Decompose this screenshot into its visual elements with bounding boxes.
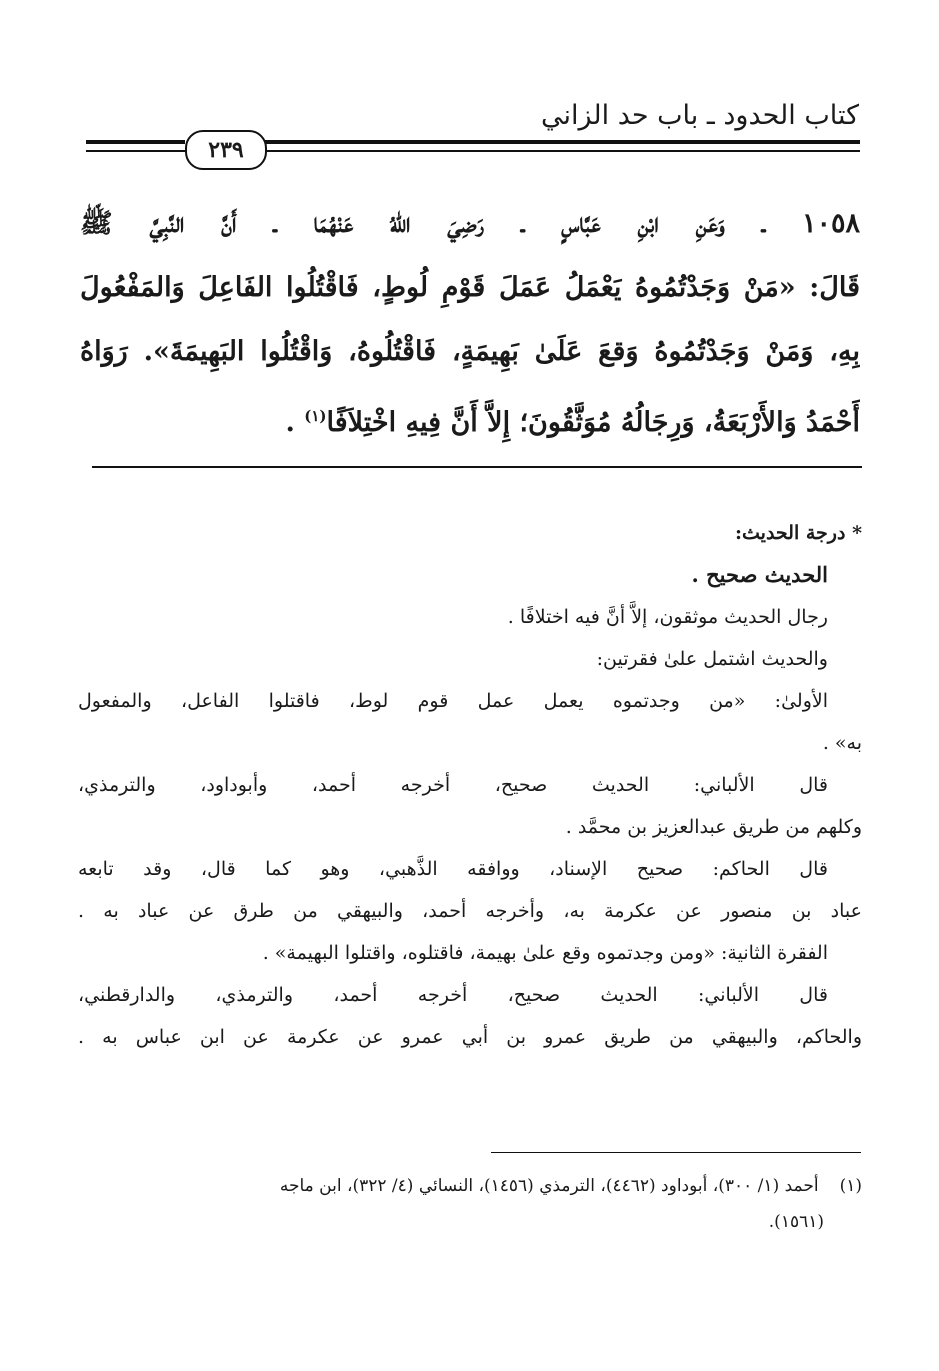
commentary-block bbox=[78, 512, 862, 1058]
footnote-rule bbox=[491, 1152, 861, 1153]
hadith-line bbox=[80, 320, 860, 384]
commentary-line: والحاكم، والبيهقي من طريق عمرو بن أبي عمرو عن عكرمة عن ابن عباس به . bbox=[78, 1026, 862, 1048]
commentary-line: قال الألباني: الحديث صحيح، أخرجه أحمد، والترمذي، والدارقطني، bbox=[78, 984, 828, 1006]
hadith-block bbox=[80, 192, 860, 448]
section-heading bbox=[78, 512, 862, 554]
footnote-line: (١٥٦١). bbox=[768, 1212, 824, 1232]
hadith-line bbox=[80, 192, 860, 256]
commentary-line: وكلهم من طريق عبدالعزيز بن محمَّد . bbox=[565, 816, 862, 838]
commentary-line: والحديث اشتمل علىٰ فقرتين: bbox=[596, 648, 828, 670]
footnote-number: (١) bbox=[839, 1176, 862, 1196]
commentary-line: قال الألباني: الحديث صحيح، أخرجه أحمد، وأبوداود، والترمذي، bbox=[78, 774, 828, 796]
hadith-text: بِهِ، وَمَنْ وَجَدْتُمُوهُ وَقعَ عَلَىٰ بَهِيمَةٍ، فَاقْتُلُوهُ، وَاقْتُلُوا البَهِيمَةَ». رَوَاهُ bbox=[80, 336, 860, 367]
hadith-text: أَحْمَدُ وَالأَرْبَعَةُ، وَرِجَالُهُ مُوَثَّقُونَ؛ إِلاَّ أَنَّ فِيهِ اخْتِلاَفًا bbox=[326, 407, 860, 438]
hadith-line bbox=[80, 384, 860, 448]
commentary-line: رجال الحديث موثقون، إلاَّ أنَّ فيه اختلافًا . bbox=[507, 606, 828, 628]
hadith-text: قَالَ: «مَنْ وَجَدْتُمُوهُ يَعْمَلُ عَمَلَ قَوْمِ لُوطٍ، فَاقْتُلُوا الفَاعِلَ وَالمَفْعُولَ bbox=[80, 272, 860, 303]
commentary-line: به» . bbox=[822, 732, 862, 754]
header-rule-right-thick bbox=[263, 140, 860, 144]
hadith-number: ١٠٥٨ ـ bbox=[761, 208, 860, 239]
hadith-line bbox=[80, 256, 860, 320]
commentary-line: الأولىٰ: «من وجدتموه يعمل عمل قوم لوط، فاقتلوا الفاعل، والمفعول bbox=[78, 690, 828, 712]
running-header-title: كتاب الحدود ـ باب حد الزاني bbox=[540, 100, 859, 131]
grade-line: الحديث صحيح . bbox=[691, 562, 828, 587]
footnote-marker: (١) bbox=[304, 407, 327, 425]
commentary-line: قال الحاكم: صحيح الإسناد، ووافقه الذَّهبي، وهو كما قال، وقد تابعه bbox=[78, 858, 828, 880]
footnote-line bbox=[78, 1168, 862, 1204]
header-rule-left-thin bbox=[86, 150, 185, 152]
section-divider bbox=[92, 466, 862, 468]
hadith-end: . bbox=[285, 407, 305, 438]
footnote-text: أحمد (١/ ٣٠٠)، أبوداود (٤٤٦٢)، الترمذي (١٤٥٦)، النسائي (٤/ ٣٢٢)، ابن ماجه bbox=[279, 1176, 819, 1196]
commentary-line: عباد بن منصور عن عكرمة به، وأخرجه أحمد، والبيهقي من طرق عن عباد به . bbox=[78, 900, 862, 922]
commentary-line: الفقرة الثانية: «ومن وجدتموه وقع علىٰ بهيمة، فاقتلوه، واقتلوا البهيمة» . bbox=[262, 942, 828, 964]
heading-text: درجة الحديث: bbox=[734, 522, 846, 544]
footnote-block bbox=[78, 1168, 862, 1240]
page-number-badge bbox=[185, 130, 267, 170]
header-rule-right-thin bbox=[263, 150, 860, 152]
hadith-text: وَعَنِ ابْنِ عَبَّاسٍ ـ رَضِيَ اللهُ عَنْهُمَا ـ أَنَّ النَّبِيَّ ﷺ bbox=[80, 208, 725, 239]
star-icon: * bbox=[852, 522, 862, 544]
page-number: ٢٣٩ bbox=[208, 137, 244, 163]
header-rule-left-thick bbox=[86, 140, 185, 144]
